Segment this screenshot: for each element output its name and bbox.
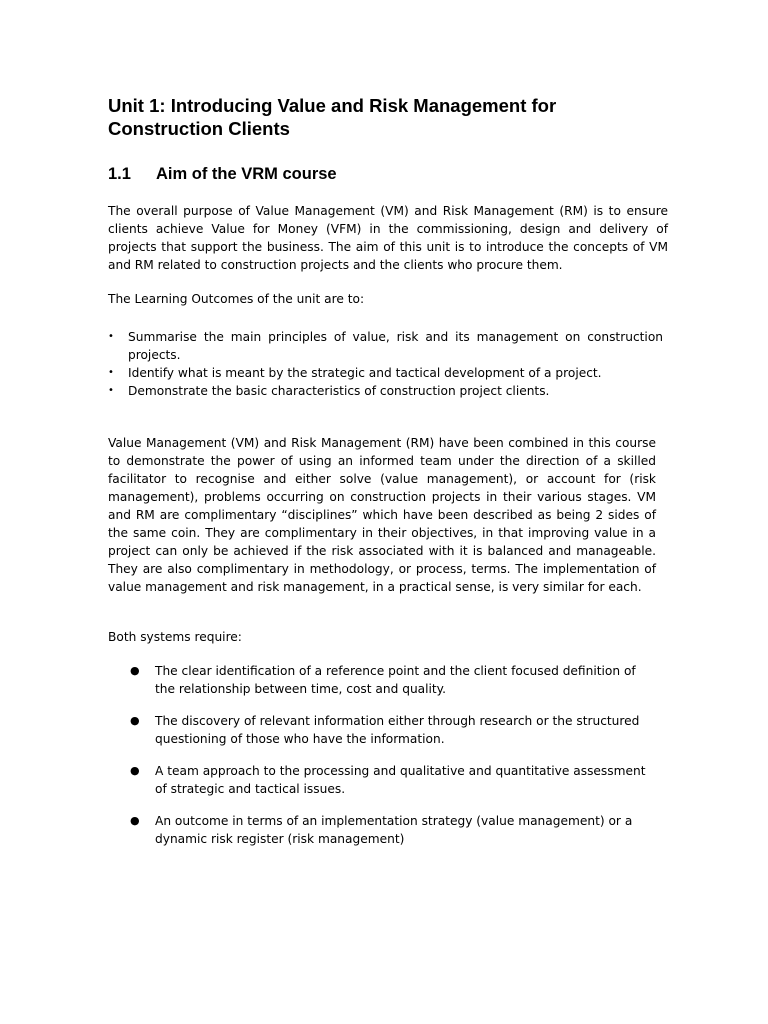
list-item bbox=[108, 762, 655, 798]
document-page bbox=[108, 94, 668, 862]
learning-outcome-text: Demonstrate the basic characteristics of construction project clients. bbox=[128, 384, 550, 398]
requirement-text: The discovery of relevant information either through research or the structured questioning of those who have the information. bbox=[155, 714, 640, 746]
intro-paragraph: The overall purpose of Value Management (VM) and Risk Management (RM) is to ensure clients achieve Value for Money (VFM) in the commissioning, design and delivery of projects that support the business. The aim of this unit is to introduce the concepts of VM and RM related to construction projects and the clients who procure them. bbox=[108, 204, 668, 272]
requirements-intro: Both systems require: bbox=[108, 630, 242, 644]
bullet-icon: ● bbox=[130, 714, 140, 727]
combined-paragraph: Value Management (VM) and Risk Management (RM) have been combined in this course to demonstrate the power of using an informed team under the direction of a skilled facilitator to recognise and either solve (value management), or account for (risk management), problems occurring on construction projects in their various stages. VM and RM are complimentary “disciplines” which have been described as being 2 sides of the same coin. They are complimentary in their objectives, in that improving value in a project can only be achieved if the risk associated with it is balanced and manageable. They are also complimentary in methodology, or process, terms. The implementation of value management and risk management, in a practical sense, is very similar for each. bbox=[108, 436, 656, 594]
requirement-text: An outcome in terms of an implementation strategy (value management) or a dynamic risk register (risk management) bbox=[155, 814, 633, 846]
list-item bbox=[108, 812, 655, 848]
requirement-text: The clear identification of a reference point and the client focused definition of the relationship between time, cost and quality. bbox=[155, 664, 636, 696]
section-number: 1.1 bbox=[108, 165, 131, 183]
unit-title: Unit 1: Introducing Value and Risk Management for Construction Clients bbox=[108, 95, 557, 139]
bullet-icon: ● bbox=[130, 664, 140, 677]
requirements-list bbox=[108, 662, 668, 848]
learning-outcome-text: Summarise the main principles of value, risk and its management on construction projects. bbox=[128, 330, 663, 362]
bullet-icon: • bbox=[108, 385, 114, 396]
list-item bbox=[108, 382, 663, 400]
learning-outcomes-list bbox=[108, 328, 668, 400]
section-heading bbox=[108, 164, 668, 184]
list-item bbox=[108, 662, 655, 698]
bullet-icon: ● bbox=[130, 814, 140, 827]
list-item bbox=[108, 328, 663, 364]
list-item bbox=[108, 712, 655, 748]
list-item bbox=[108, 364, 663, 382]
section-title: Aim of the VRM course bbox=[156, 165, 337, 183]
bullet-icon: ● bbox=[130, 764, 140, 777]
bullet-icon: • bbox=[108, 331, 114, 342]
requirement-text: A team approach to the processing and qualitative and quantitative assessment of strategic and tactical issues. bbox=[155, 764, 646, 796]
learning-outcomes-intro: The Learning Outcomes of the unit are to: bbox=[108, 292, 365, 306]
bullet-icon: • bbox=[108, 367, 114, 378]
learning-outcome-text: Identify what is meant by the strategic and tactical development of a project. bbox=[128, 366, 602, 380]
